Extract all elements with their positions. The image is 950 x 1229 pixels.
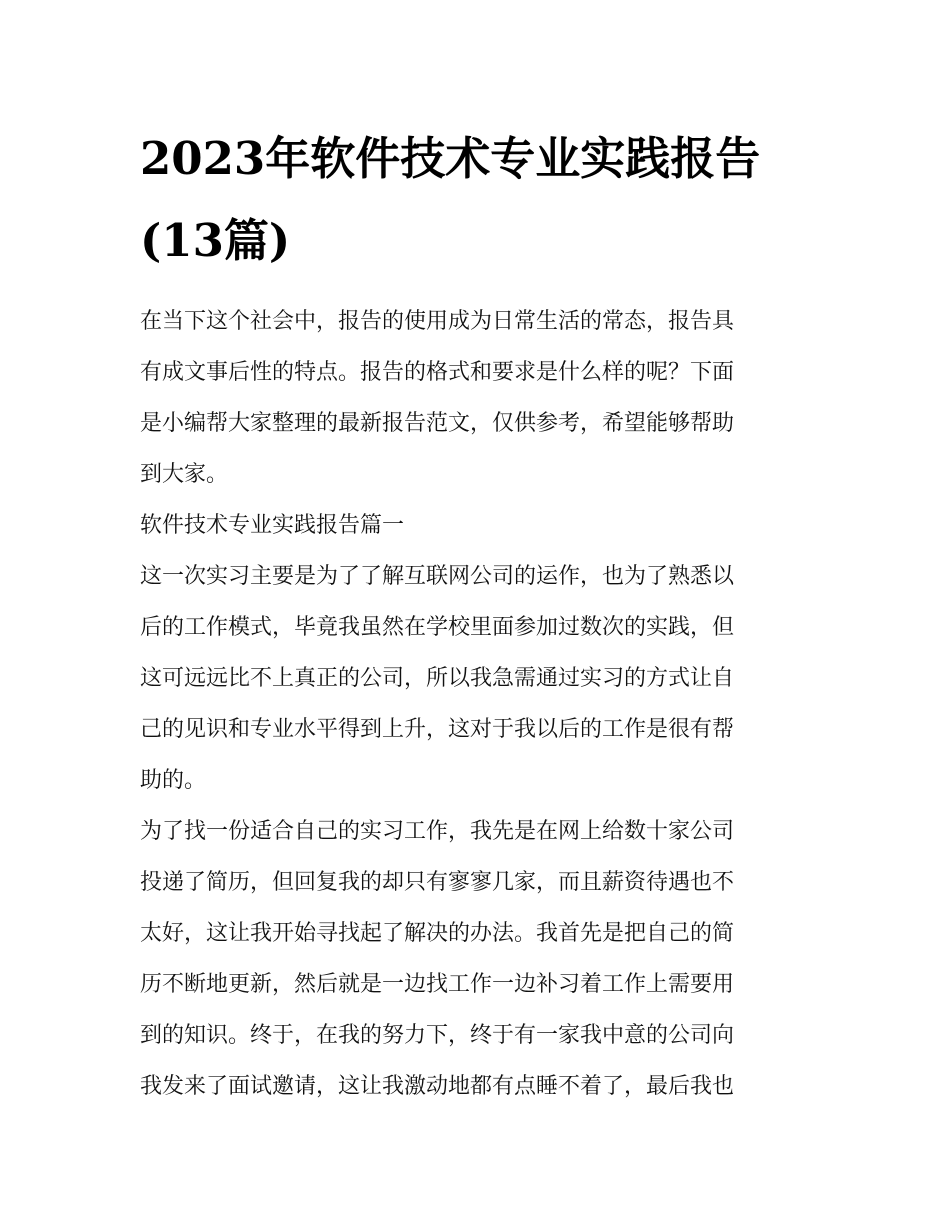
document-content (140, 118, 812, 1112)
paragraph2-line-3: 太好，这让我开始寻找起了解决的办法。我首先是把自己的简 (140, 921, 735, 946)
intro-paragraph (140, 296, 812, 500)
paragraph1-line-4: 己的见识和专业水平得到上升，这对于我以后的工作是很有帮 (140, 717, 735, 742)
paragraph2-line-2: 投递了简历，但回复我的却只有寥寥几家，而且薪资待遇也不 (140, 870, 735, 895)
document-title (140, 118, 812, 282)
title-line-2: (13篇) (140, 214, 291, 267)
paragraph2-line-6: 我发来了面试邀请，这让我激动地都有点睡不着了，最后我也 (140, 1074, 735, 1099)
body-paragraph-2 (140, 806, 812, 1112)
section-heading: 软件技术专业实践报告篇一 (140, 513, 405, 538)
paragraph2-line-1: 为了找一份适合自己的实习工作，我先是在网上给数十家公司 (140, 819, 735, 844)
paragraph2-line-5: 到的知识。终于，在我的努力下，终于有一家我中意的公司向 (140, 1023, 735, 1048)
title-line-1: 2023年软件技术专业实践报告 (140, 132, 761, 185)
body-paragraph-1 (140, 551, 812, 806)
intro-line-3: 是小编帮大家整理的最新报告范文，仅供参考，希望能够帮助 (140, 411, 735, 436)
paragraph1-line-1: 这一次实习主要是为了了解互联网公司的运作，也为了熟悉以 (140, 564, 735, 589)
intro-line-1: 在当下这个社会中，报告的使用成为日常生活的常态，报告具 (140, 309, 735, 334)
intro-line-2: 有成文事后性的特点。报告的格式和要求是什么样的呢？下面 (140, 360, 735, 385)
paragraph1-line-3: 这可远远比不上真正的公司，所以我急需通过实习的方式让自 (140, 666, 735, 691)
paragraph1-line-2: 后的工作模式，毕竟我虽然在学校里面参加过数次的实践，但 (140, 615, 735, 640)
intro-line-4: 到大家。 (140, 462, 229, 487)
paragraph2-line-4: 历不断地更新，然后就是一边找工作一边补习着工作上需要用 (140, 972, 735, 997)
paragraph1-line-5: 助的。 (140, 768, 207, 793)
